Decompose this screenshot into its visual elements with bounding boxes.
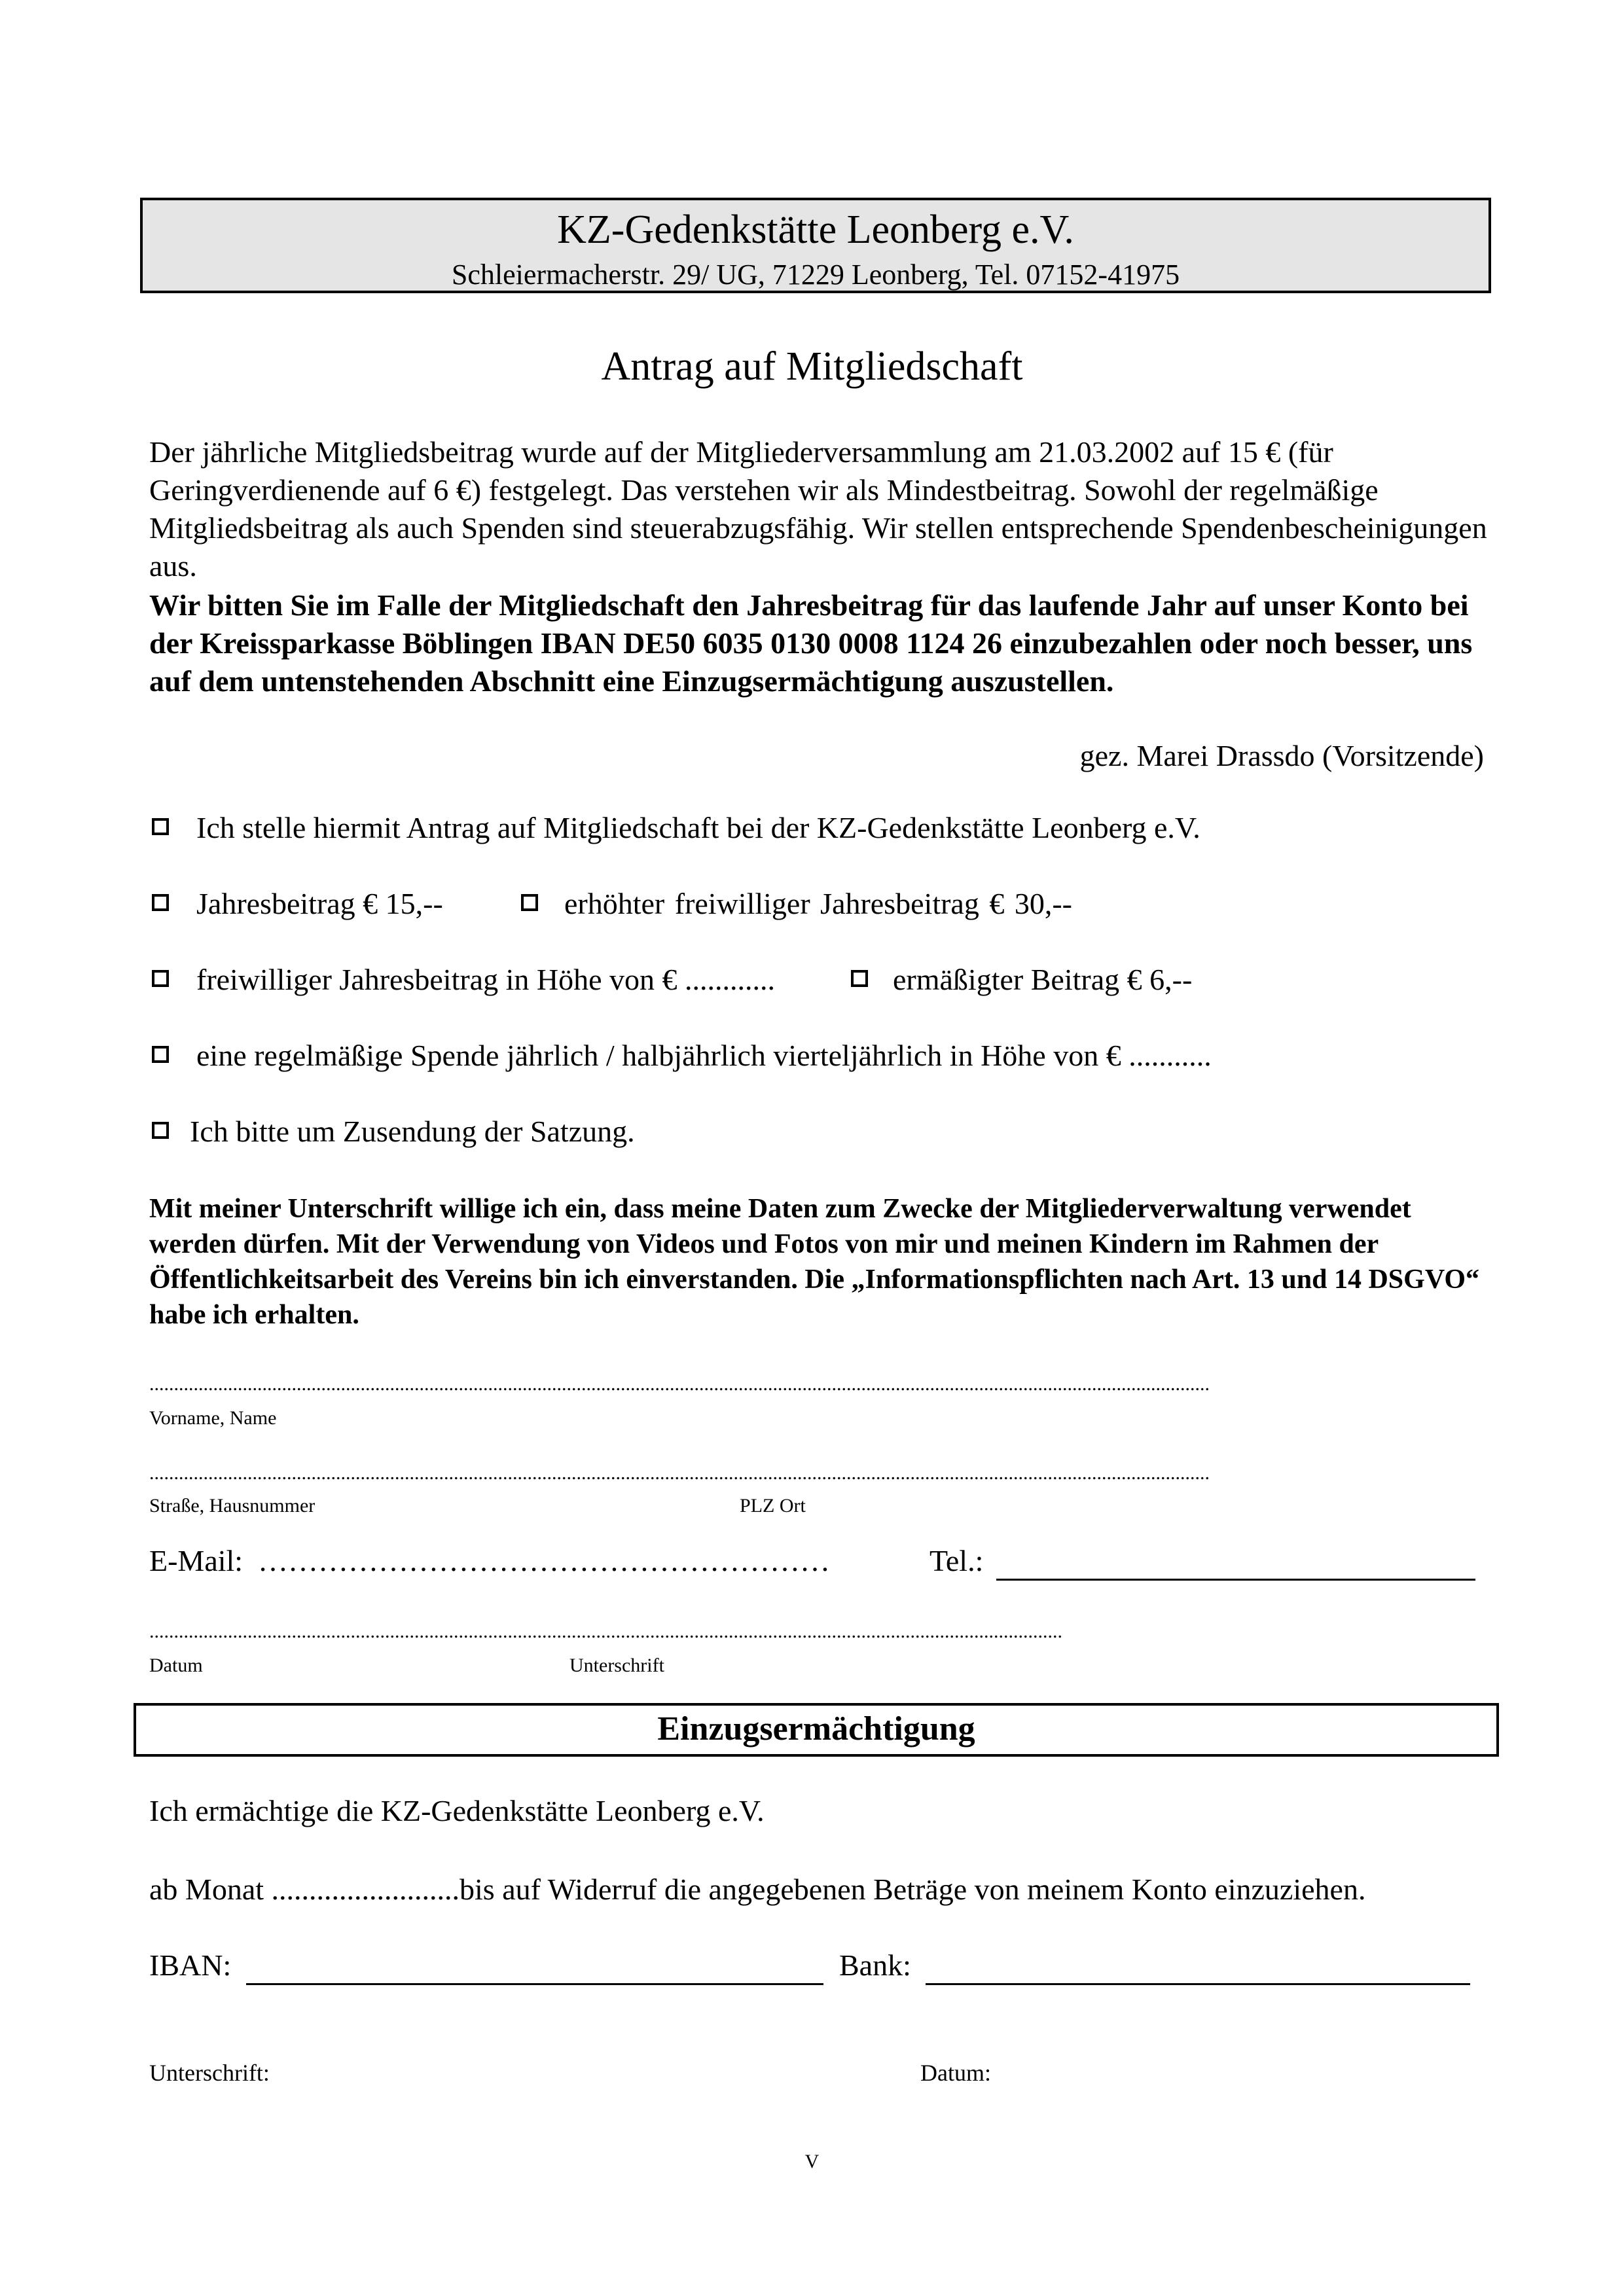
mandate-title: Einzugsermächtigung [657, 1710, 975, 1748]
street-label: Straße, Hausnummer [149, 1495, 316, 1516]
date-signature-dotted-line[interactable]: .......................................................................................................................................................................................... [149, 1621, 1062, 1642]
email-label: E-Mail: [149, 1544, 244, 1577]
date-label: Datum [149, 1655, 203, 1676]
zip-city-label: PLZ Ort [740, 1495, 806, 1516]
increased-fee-label: erhöhter freiwilliger Jahresbeitrag € 30,-- [564, 887, 1072, 920]
intro-bold-text: Wir bitten Sie im Falle der Mitgliedschaft den Jahresbeitrag für das laufende Jahr auf unser Konto bei der Kreissparkasse Böblingen IBAN DE50 6035 0130 0008 1124 26 einzubezahlen oder noch besser, uns auf dem untenstehenden Abschnitt eine Einzugsermächtigung auszustellen. [149, 588, 1473, 698]
reduced-fee-label: ermäßigter Beitrag € 6,-- [893, 963, 1193, 996]
organization-header [140, 198, 1491, 293]
organization-name: KZ-Gedenkstätte Leonberg e.V. [557, 207, 1074, 252]
name-dotted-line[interactable]: ........................................................................................................................................................................................................................ [149, 1373, 1210, 1395]
signature-label: Unterschrift [569, 1655, 664, 1676]
annual-fee-label: Jahresbeitrag € 15,-- [196, 887, 443, 920]
document-title: Antrag auf Mitgliedschaft [601, 344, 1023, 389]
mandate-signature-label: Unterschrift: [149, 2060, 270, 2086]
iban-label: IBAN: [149, 1948, 232, 1982]
iban-field[interactable] [246, 1983, 823, 1985]
membership-checkbox[interactable] [152, 818, 169, 835]
reduced-fee-checkbox[interactable] [851, 970, 868, 987]
page-number: V [804, 2151, 820, 2172]
statutes-label: Ich bitte um Zusendung der Satzung. [190, 1115, 635, 1148]
chairwoman-signature: gez. Marei Drassdo (Vorsitzende) [1079, 739, 1484, 772]
intro-text: Der jährliche Mitgliedsbeitrag wurde auf der Mitgliederversammlung am 21.03.2002 auf 15 € (für Geringverdienende auf 6 €) festgelegt. Das verstehen wir als Mindestbeitrag. Sowohl der regelmäßige Mitgliedsbeitrag als auch Spenden sind steuerabzugsfähig. Wir stellen entsprechende Spendenbescheinigungen aus. [149, 435, 1487, 583]
mandate-month-text: ab Monat .........................bis auf Widerruf die angegebenen Beträge von meinem Konto einzuziehen. [149, 1873, 1366, 1906]
address-dotted-line[interactable]: ........................................................................................................................................................................................................................ [149, 1462, 1210, 1484]
tel-label: Tel.: [929, 1544, 984, 1577]
statutes-checkbox[interactable] [152, 1122, 169, 1139]
tel-field[interactable] [996, 1579, 1475, 1581]
bank-label: Bank: [839, 1948, 911, 1982]
mandate-header [134, 1703, 1499, 1757]
regular-donation-checkbox[interactable] [152, 1046, 169, 1063]
email-field[interactable]: ………………………………………………… [258, 1544, 830, 1577]
membership-option-label: Ich stelle hiermit Antrag auf Mitgliedschaft bei der KZ-Gedenkstätte Leonberg e.V. [196, 811, 1200, 844]
regular-donation-label: eine regelmäßige Spende jährlich / halbjährlich vierteljährlich in Höhe von € ........... [196, 1039, 1212, 1072]
mandate-authorization-text: Ich ermächtige die KZ-Gedenkstätte Leonberg e.V. [149, 1794, 765, 1827]
name-label: Vorname, Name [149, 1407, 277, 1429]
voluntary-fee-checkbox[interactable] [152, 970, 169, 987]
organization-address: Schleiermacherstr. 29/ UG, 71229 Leonberg, Tel. 07152-41975 [451, 259, 1180, 291]
consent-text: Mit meiner Unterschrift willige ich ein, dass meine Daten zum Zwecke der Mitgliederverwaltung verwendet werden dürfen. Mit der Verwendung von Videos und Fotos von mir und meinen Kindern im Rahmen der Öffentlichkeitsarbeit des Vereins bin ich einverstanden. Die „Informationspflichten nach Art. 13 und 14 DSGVO“ habe ich erhalten. [149, 1194, 1479, 1330]
mandate-date-label: Datum: [920, 2060, 991, 2086]
bank-field[interactable] [926, 1983, 1470, 1985]
increased-fee-checkbox[interactable] [521, 894, 538, 911]
voluntary-fee-label: freiwilliger Jahresbeitrag in Höhe von € ............ [196, 963, 775, 996]
annual-fee-checkbox[interactable] [152, 894, 169, 911]
